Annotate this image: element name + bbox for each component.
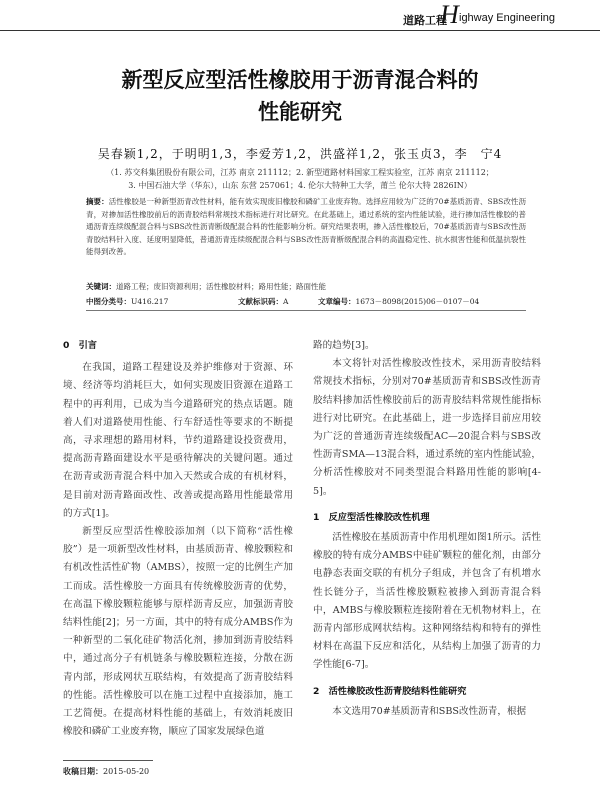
- affiliations: [60, 166, 540, 192]
- body-paragraph: 在我国，道路工程建设及养护维修对于资源、环境、经济等均消耗巨大，如何实现废旧资源在道路工程中的再利用，已成为当今道路研究的热点话题。随着人们对道路使用性能、行车舒适性等要求的不断提高，寻求理想的路用材料，节约道路建设投资费用，提高沥青路面建设水平是亟待解决的关键问题。通过在沥青或沥青混合料中加入天然或合成的有机材料，是目前对沥青路面改性、改善或提高路用性能最常用的方式[1]。: [63, 362, 293, 519]
- footnote-rule: [63, 760, 153, 761]
- body-column-left: [63, 337, 293, 741]
- abstract: [86, 196, 526, 259]
- article-number: 文章编号：1673－8098(2015)06－0107－04: [318, 297, 480, 306]
- journal-logo-initial: H: [440, 0, 459, 29]
- received-date: 收稿日期：2015-05-20: [63, 767, 150, 776]
- clc-number: 中图分类号：U416.217: [86, 297, 169, 306]
- keywords: [86, 281, 526, 292]
- journal-name-en: ighway Engineering: [459, 12, 556, 24]
- abstract-separator: [86, 310, 526, 311]
- affiliation-line: （1. 苏交科集团股份有限公司，江苏 南京 211112；2. 新型道路材料国家工程实验室，江苏 南京 211112；: [106, 168, 494, 177]
- section-heading-introduction: 0 引言: [63, 340, 97, 351]
- body-paragraph: 本文将针对活性橡胶改性技术，采用沥青胶结料常规技术指标，分别对70#基质沥青和SBS改性沥青胶结料掺加活性橡胶前后的沥青胶结料常规性能指标进行对比研究。在此基础上，进一步选择目前应用较为广泛的普通沥青连续级配AC—20混合料与SBS改性沥青SMA—13混合料，通过系统的室内性能试验，分析活性橡胶对不同类型混合料路用性能的影响[4-5]。: [313, 358, 541, 497]
- journal-name-cn: 道路工程: [403, 14, 447, 27]
- keywords-label: 关键词：: [86, 282, 116, 291]
- document-code: 文献标识码：A: [238, 297, 289, 306]
- abstract-label: 摘要：: [86, 197, 109, 206]
- title-line-2: 性能研究: [258, 100, 342, 124]
- body-paragraph: 活性橡胶在基质沥青中作用机理如图1所示。活性橡胶的特有成分AMBS中硅矿颗粒的催化剂，由部分电静态表面交联的有机分子组成，并包含了有机增水性长链分子，当活性橡胶颗粒被掺入到沥青混合料中，AMBS与橡胶颗粒连接附着在无机物材料上，在沥青内部形成网状结构。这种网络结构和特有的弹性材料在高温下反应和活化，从结构上加强了沥青的力学性能[6-7]。: [313, 532, 541, 671]
- section-heading-1: 1 反应型活性橡胶改性机理: [313, 511, 430, 523]
- header-rule: [0, 30, 600, 31]
- running-head: [0, 0, 600, 29]
- title-line-1: 新型反应型活性橡胶用于沥青混合料的: [121, 68, 479, 92]
- body-column-right: [313, 337, 541, 721]
- article-title: [0, 64, 600, 128]
- author-list: 吴春颖1,2，于明明1,3，李爱芳1,2，洪盛祥1,2，张玉贞3，李 宁4: [97, 147, 503, 161]
- body-paragraph: 本文选用70#基质沥青和SBS改性沥青，根据: [332, 705, 527, 717]
- keywords-text: 道路工程；废旧资源利用；活性橡胶材料；路用性能；路面性能: [116, 282, 326, 291]
- abstract-text: 活性橡胶是一种新型沥青改性材料，能有效实现废旧橡胶和磷矿工业废弃物。选择应用较为广泛的70#基质沥青、SBS改性沥青，对掺加活性橡胶前后的沥青胶结料常规技术指标进行对比研究。在此基础上，通过系统的室内性能试验，进行掺加活性橡胶的普通沥青连续级配混合料与SBS改性沥青断级配混合料的性能影响分析。研究结果表明，掺入活性橡胶后，70#基质沥青与SBS改性沥青胶结料针入度、延度明显降低，普通沥青连续级配混合料与SBS改性沥青断级配混合料的高温稳定性、抗水损害性能和低温抗裂性能得到改善。: [86, 197, 526, 257]
- section-heading-2: 2 活性橡胶改性沥青胶结料性能研究: [313, 685, 467, 697]
- body-paragraph: 新型反应型活性橡胶添加剂（以下简称“活性橡胶”）是一项新型改性材料，由基质沥青、橡胶颗粒和有机改性活性矿物（AMBS），按照一定的比例生产加工而成。活性橡胶一方面具有传统橡胶沥青的优势，在高温下橡胶颗粒能够与原样沥青反应，加强沥青胶结料性能[2]；另一方面，其中的特有成分AMBS作为一种新型的二氧化硅矿物活化剂，掺加到沥青胶结料中，通过高分子有机链条与橡胶颗粒连接，分散在沥青内部，形成网状互联结构，有效提高了沥青胶结料的性能。活性橡胶可以在施工过程中直接添加，施工工艺简便。在提高材料性能的基础上，有效消耗废旧橡胶和磷矿工业废弃物，顺应了国家发展绿色道: [63, 526, 293, 738]
- affiliation-line: 3. 中国石油大学（华东），山东 东营 257061；4. 伦尔大特种工大学，莆兰 伦尔大特 2826IN）: [128, 181, 472, 190]
- body-paragraph: 路的趋势[3]。: [313, 340, 375, 351]
